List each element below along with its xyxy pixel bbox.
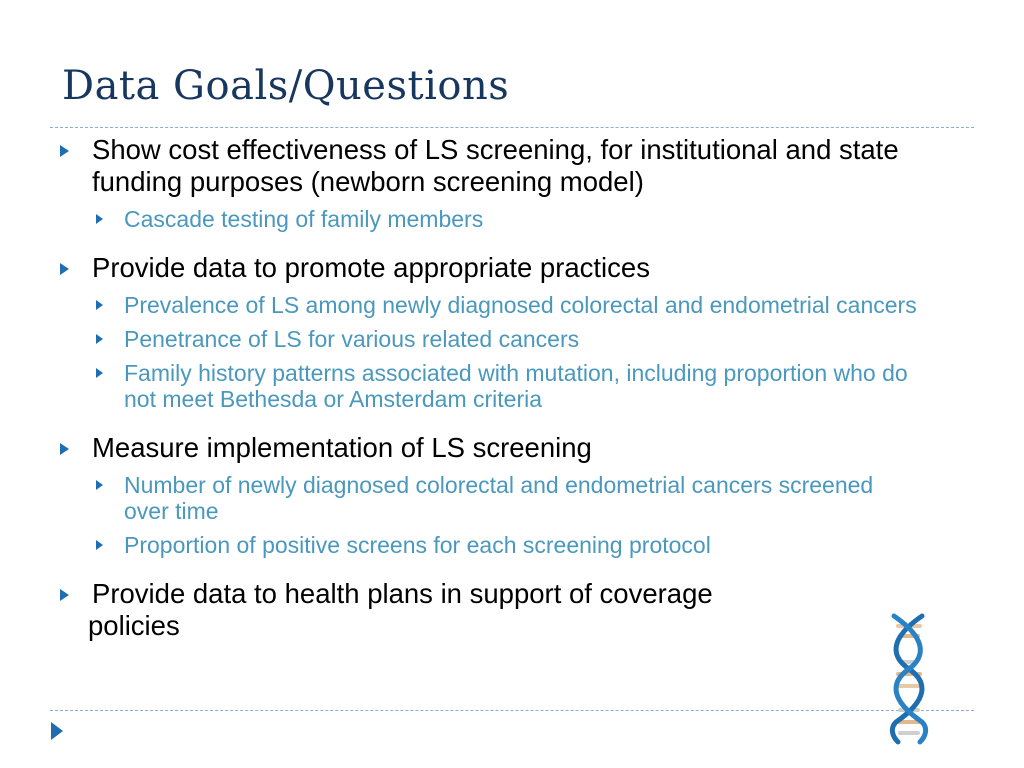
sub-bullet-text: Family history patterns associated with mutation, including proportion who do not meet Bethesda or Amsterdam criteria (124, 360, 908, 412)
sub-bullet-arrow-icon (96, 334, 103, 344)
sub-bullet-text: Prevalence of LS among newly diagnosed colorectal and endometrial cancers (124, 292, 917, 318)
sub-bullet-text: Number of newly diagnosed colorectal and endometrial cancers screened over time (124, 472, 874, 524)
title-divider (50, 127, 974, 128)
sub-bullet-item (94, 292, 918, 318)
bullet-text: Measure implementation of LS screening (92, 432, 592, 463)
sub-bullet-arrow-icon (96, 300, 103, 310)
bullet-text: Provide data to promote appropriate practices (92, 252, 650, 283)
sub-bullet-arrow-icon (96, 368, 103, 378)
bullet-item (58, 578, 918, 642)
bullet-text-line-1: Provide data to health plans in support of coverage (92, 578, 713, 609)
bullet-item (58, 134, 918, 198)
dna-helix-icon (876, 612, 940, 746)
sub-bullet-item (94, 532, 918, 558)
sub-bullet-arrow-icon (96, 480, 103, 490)
sub-bullet-item (94, 206, 918, 232)
bullet-arrow-icon (60, 443, 69, 455)
sub-bullet-item (94, 326, 918, 352)
bullet-list (58, 134, 918, 642)
nav-arrow-icon (51, 722, 63, 740)
sub-bullet-text: Cascade testing of family members (124, 206, 484, 232)
bullet-text-line-2: policies (88, 610, 180, 641)
sub-bullet-item (94, 360, 918, 412)
bullet-item (58, 252, 918, 284)
footer-divider (50, 710, 974, 711)
bullet-text: Show cost effectiveness of LS screening, for institutional and state funding purposes (newborn screening model) (92, 134, 899, 197)
bullet-arrow-icon (60, 589, 69, 601)
slide-title: Data Goals/Questions (62, 63, 510, 109)
sub-bullet-arrow-icon (96, 214, 103, 224)
sub-bullet-item (94, 472, 918, 524)
bullet-arrow-icon (60, 263, 69, 275)
sub-bullet-text: Proportion of positive screens for each screening protocol (124, 532, 711, 558)
sub-bullet-text: Penetrance of LS for various related cancers (124, 326, 580, 352)
bullet-item (58, 432, 918, 464)
bullet-arrow-icon (60, 145, 69, 157)
sub-bullet-arrow-icon (96, 540, 103, 550)
